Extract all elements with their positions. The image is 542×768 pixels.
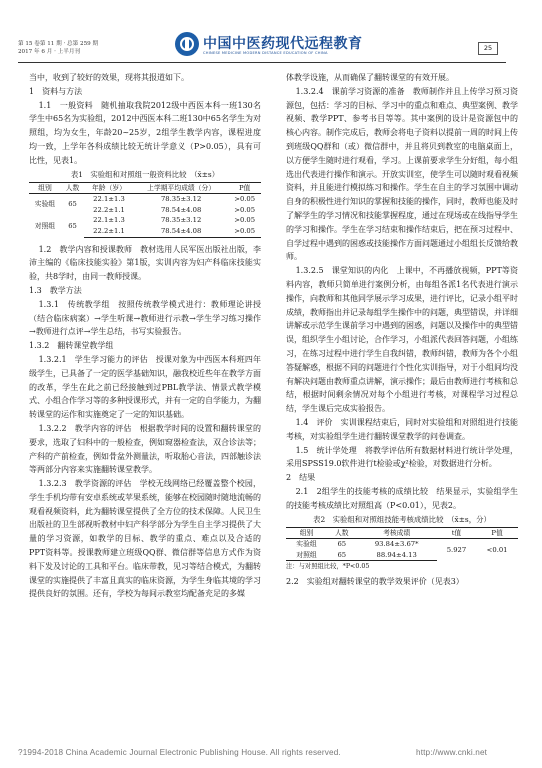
table-header-row (29, 182, 261, 194)
table-header-cell: 人数 (61, 182, 84, 194)
paragraph: 当中，收到了较好的效果，现将其报道如下。 (29, 73, 189, 82)
paragraph: 1.4 评价 实训课程结束后，同时对实验组和对照组进行技能考核，对实验组学生进行翻转课堂教学的问卷调查。 (286, 417, 518, 441)
journal-title-english: CHINESE MEDICINE MODERN DISTANCE EDUCATION OF CHINA (203, 51, 328, 55)
copyright-text: ?1994-2018 China Academic Journal Electronic Publishing House. All rights reserved. (18, 748, 341, 757)
section-heading: 2.2 实验组对翻转课堂的教学效果评价（见表3） (286, 577, 464, 587)
paragraph: 1.3.2.4 课前学习资源的准备 教师制作并且上传学习预习资源包，包括：学习的目标、学习中的重点和难点、典型案例、教学视频、教学PPT、参考书目等等。其中案例的设计是资源包中的核心内容。制作完成后，教师会将电子资料以提前一周的时间上传到班级QQ群和（或）微信群中，并且将贝到教室的电脑桌面上，以方便学生随时进行观看，学习。上课前要求学生分好组，每小组选出代表进行操作和演示。开放实训室，使学生可以随时观看视频资料，并且能进行模拟练习和操作。学生在自主的学习氛围中调动自身的积极性进行知识的掌握和技能的操作，同时，教师也能及时了解学生的学习情况和技能掌握程度，通过在现场或在线指导学生的学习和操作。学生在学习结束和操作结束后，把在预习过程中、自学过程中遇到的困惑或技能操作方面问题通过小组组长反馈给教师。 (286, 86, 518, 262)
table-cell: >0.05 (228, 226, 261, 237)
paragraph: 1.1 一般资料 随机抽取我院2012级中西医本科一班130名学生中65名为实验组，2012中西医本科二班130中65名学生为对照组，均为女生，年龄20~25岁，2组学生教学内容，课程进度均一致，上学年各科成绩比较无统计学意义（P>0.05），具有可比性，见表1。 (29, 100, 261, 165)
table-header-cell: P值 (476, 527, 518, 539)
table-cell: 78.35±3.12 (160, 195, 202, 204)
table-cell: 实验组 (34, 200, 56, 209)
table-2-caption: 表2 实验组和对照组技能考核成绩比较 （x̄±s，分） (313, 514, 491, 524)
table-row (29, 215, 261, 226)
right-column (286, 71, 518, 589)
table-cell: 对照组 (286, 550, 327, 561)
table-header-cell: 组别 (29, 182, 61, 194)
section-heading: 1.3 教学方法 (29, 285, 82, 295)
paragraph: 1.5 统计学处理 将教学评估所有数据材料进行统计学处理，采用SPSS19.0软件进行t检验或χ²检验，对数据进行分析。 (286, 445, 518, 469)
issue-info (18, 41, 98, 56)
table-row (286, 539, 518, 550)
table-1 (29, 182, 261, 238)
table-cell: >0.05 (234, 195, 256, 204)
footer-url: http://www.cnki.net (416, 748, 488, 757)
table-cell: 65 (68, 200, 77, 209)
table-cell: 93.84±3.67* (374, 540, 419, 549)
table-cell: 78.54±4.08 (134, 226, 228, 237)
table-cell: >0.05 (234, 205, 256, 214)
table-cell: 65 (327, 550, 357, 561)
table-cell: <0.01 (486, 545, 508, 554)
section-heading: 1 资料与方法 (29, 86, 83, 96)
table-header-cell: 上学期平均成绩（分） (134, 182, 228, 194)
table-cell: 78.54±4.08 (160, 205, 202, 214)
table-cell: 78.35±3.12 (160, 216, 202, 225)
table-2 (286, 527, 518, 562)
table-cell: 65 (337, 540, 347, 549)
table-cell: 对照组 (34, 221, 56, 230)
section-heading: 1.3.2 翻转课堂教学组 (29, 341, 114, 351)
table-cell: 22.2±1.1 (84, 226, 134, 237)
table-1-caption: 表1 实验组和对照组一般资料比较 （x̄±s） (70, 169, 220, 179)
issue-line-2: 2017 年 6 月 · 上半月刊 (18, 48, 81, 55)
table-header-cell: t值 (437, 527, 476, 539)
table-header-row (286, 527, 518, 539)
table-cell: 5.927 (446, 545, 467, 554)
paragraph: 2.1 2组学生的技能考核的成绩比较 结果显示，实验组学生的技能考核成绩比对照组高（P<0.01），见表2。 (286, 486, 518, 510)
issue-line-1: 第 15 卷第 11 期 · 总第 259 期 (18, 41, 99, 47)
paragraph: 1.3.2.3 教学资源的评估 学校无线网络已经覆盖整个校园，学生手机均带有安卓系统或苹果系统，能够在校园随时随地流畅的观看视频资料，此为翻转课堂提供了全方位的技术保障。人民卫生出版社的卫生部视听教材中妇产科学部分为学生自主学习提供了大量的学习资源，如教学的目标、教学的重点、难点以及合适的PPT资料等。授课教师建立班级QQ群、微信群等信息方式作为资料下发及讨论的工具和平台。临床带教，见习等结合模式，为翻转课堂的实施提供了丰富且真实的临床资源，为学生身临其境的学习提供良好的氛围。还有，学校为每间示教室均配备充足的多媒 (29, 479, 261, 599)
table-cell: 22.1±1.3 (93, 195, 125, 204)
table-cell: 实验组 (296, 540, 317, 549)
paragraph: 1.3.2.5 课堂知识的内化 上课中，不再播放视频，PPT等资料内容，教师只简单进行案例分析，由每组各派1名代表进行演示操作，向教师和其他同学展示学习成果，进行评比，记录小组平时成绩，教师指出并记录每组学生操作中的问题，典型错误，并详细讲解或示范学生课前学习中遇到的困惑，问题以及操作中的典型错误，组织学生小组讨论，合作学习，小组派代表回答问题，小组练习，在练习过程中进行学生自我纠错，教师纠错，教师为各个小组答疑解惑，根据不同的问题进行个性化实训指导，对于小组间均没有解决问题由教师重点讲解，演示操作；最后由教师进行考核和总结，根据时间剩余情况对每个小组进行考核，对课程学习过程总结，学生课后完成实验报告。 (286, 266, 518, 414)
table-header-cell: 考核成绩 (357, 527, 437, 539)
table-header-cell: 人数 (327, 527, 357, 539)
paragraph: 1.2 教学内容和授课教师 教材选用人民军医出版社出版，李沛主编的《临床技能实验》第1版，实训内容为妇产科临床技能实验，共8学时，由同一教师授课。 (29, 244, 261, 282)
table-header-cell: P值 (228, 182, 261, 194)
table-cell: 88.94±4.13 (357, 550, 437, 561)
section-heading: 2 结果 (286, 473, 316, 483)
table-cell: >0.05 (234, 216, 256, 225)
paragraph: 体教学设施，从而确保了翻转课堂的有效开展。 (286, 73, 454, 82)
table-cell: 22.2±1.1 (93, 205, 125, 214)
table-header-cell: 年龄（岁） (84, 182, 134, 194)
journal-logo-icon (175, 32, 199, 56)
page-number: 25 (478, 42, 498, 55)
table-2-note: 注：与对照组比较，*P<0.05 (286, 563, 370, 571)
table-row (29, 194, 261, 205)
table-cell: 22.1±1.3 (93, 216, 125, 225)
table-cell: 65 (68, 221, 77, 230)
left-column (29, 71, 261, 601)
paragraph: 1.3.2.2 教学内容的评估 根据教学时间的设置和翻转课堂的要求，选取了妇科中的一般检查，例如窥器检查法，双合诊法等；产科的产前检查，例如骨盆外测量法，听取胎心音法，四部触诊法等两部分内容来实施翻转课堂教学。 (29, 423, 261, 475)
table-header-cell: 组别 (286, 527, 327, 539)
journal-title: 中国中医药现代远程教育 (203, 36, 363, 52)
paragraph: 1.3.2.1 学生学习能力的评估 授课对象为中西医本科班四年级学生，已具备了一定的医学基础知识，融我校近些年在教学方面的改革，学生在此之前已经接触到过PBL教学法、情景式教学模式、小组合作学习等的多种授课形式，并有一定的自学能力，为翻转课堂的运作和实施奠定了一定的知识基础。 (29, 354, 261, 420)
header-divider (18, 62, 506, 63)
paragraph: 1.3.1 传统教学组 按照传统教学模式进行：教师理论讲授（结合临床病案）→学生听课→教师进行示教→学生学习练习操作→教师进行点评→学生总结，书写实验报告。 (29, 299, 261, 337)
